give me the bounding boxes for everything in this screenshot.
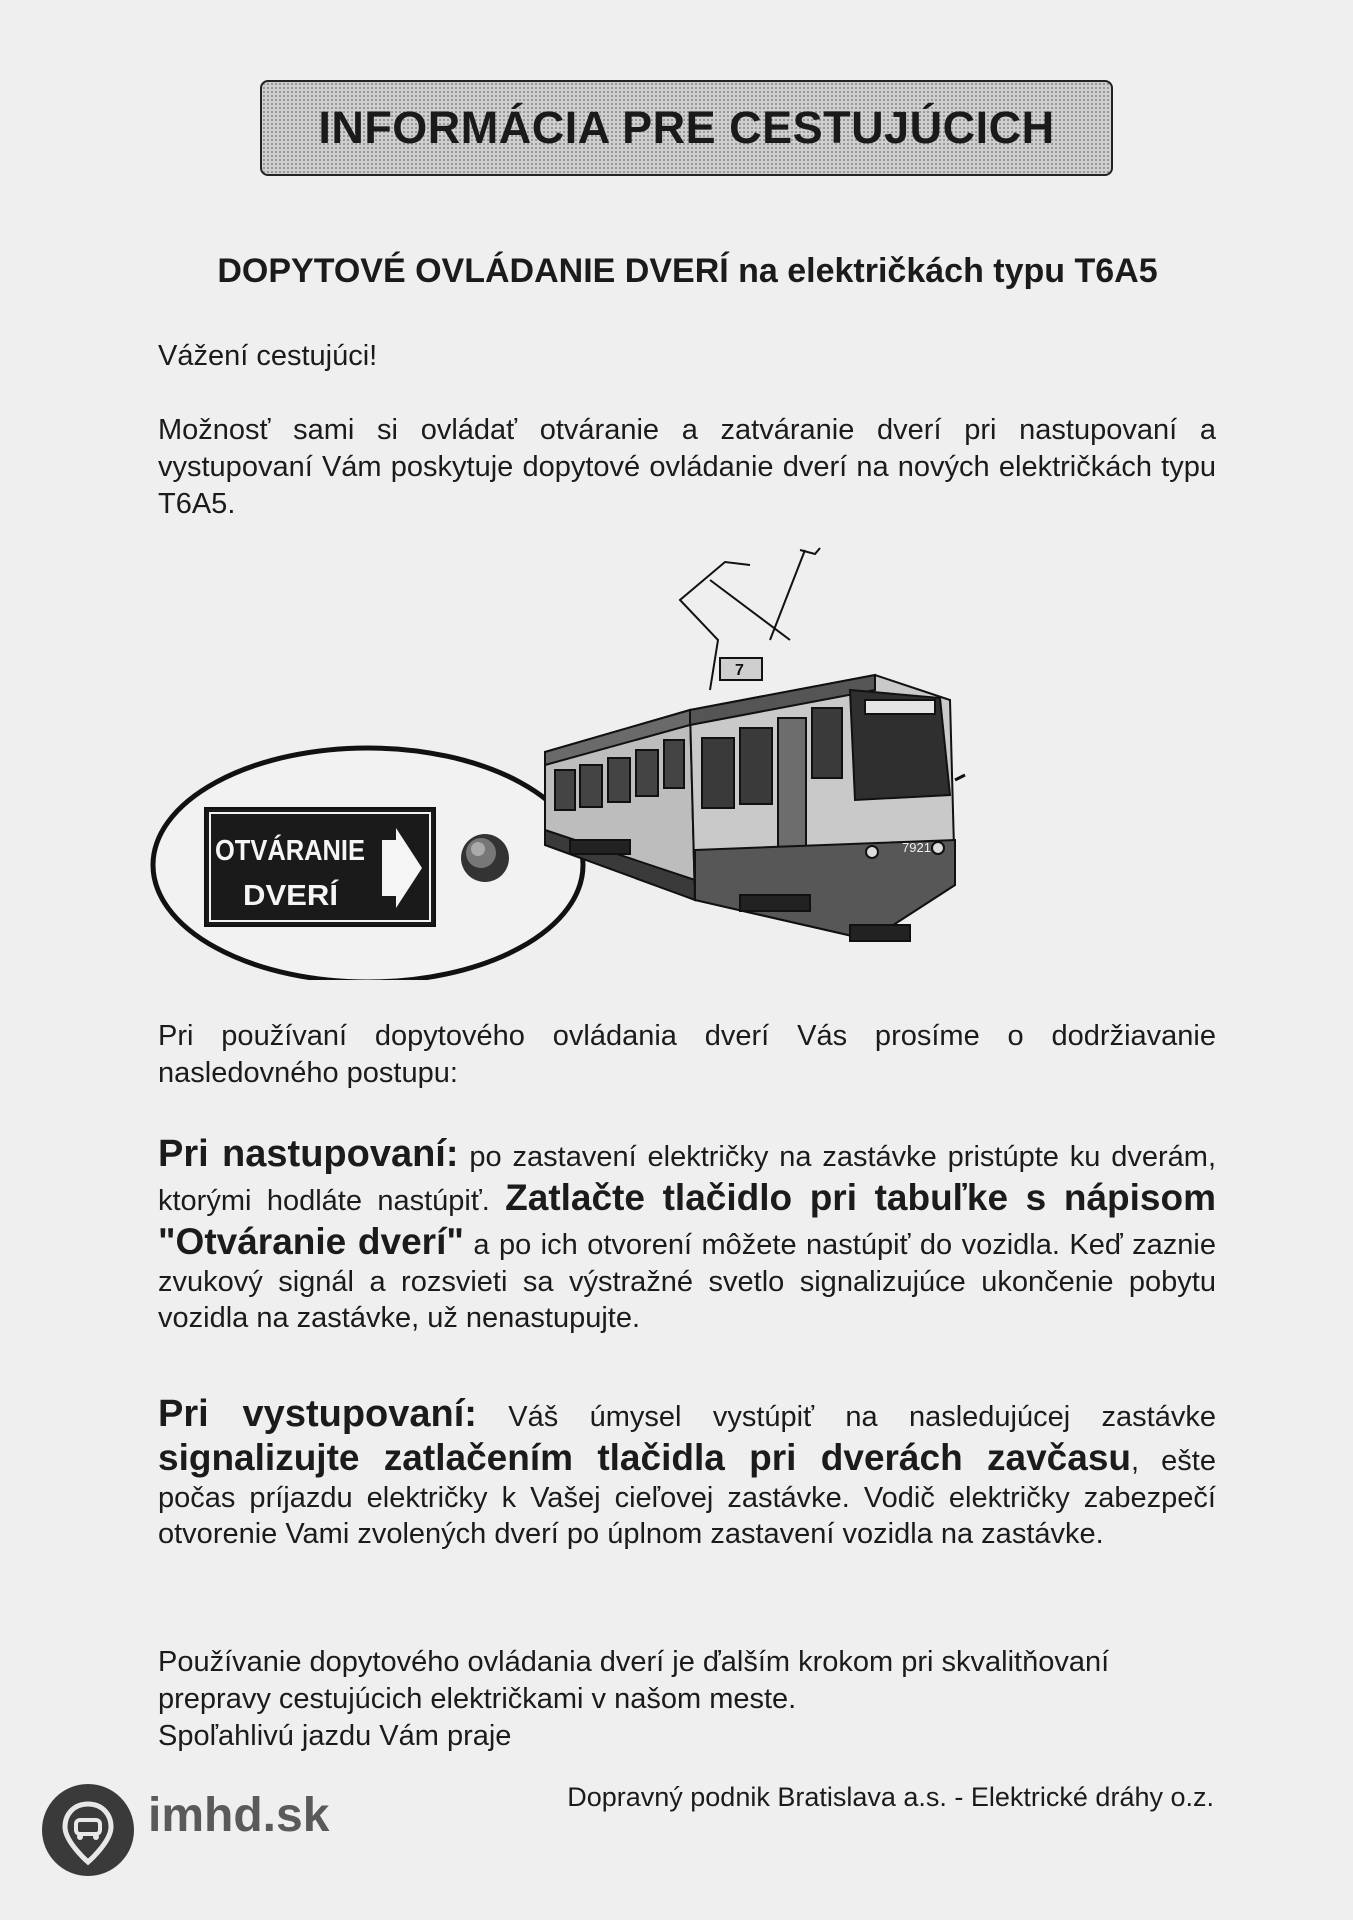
route-number: 7	[735, 662, 744, 679]
closing-line2: Spoľahlivú jazdu Vám praje	[158, 1720, 512, 1752]
sign-line2: DVERÍ	[243, 880, 332, 912]
procedure-intro-text: Pri používaní dopytového ovládania dverí Vás prosíme o dodržiavanie nasledovného postupu:	[158, 1020, 1216, 1089]
boarding-emphasis: Zatlačte tlačidlo pri tabuľke s nápisom "Otváranie dverí"	[158, 1177, 1216, 1262]
procedure-intro	[158, 1018, 1216, 1092]
boarding-heading: Pri nastupovaní:	[158, 1133, 459, 1175]
sign-line1: OTVÁRANIE	[215, 835, 386, 867]
watermark-text: imhd.sk	[148, 1789, 330, 1842]
map-pin-bus-icon	[38, 1782, 138, 1882]
tram-illustration	[150, 540, 1050, 980]
boarding-section	[158, 1132, 1216, 1336]
intro-paragraph	[158, 412, 1216, 523]
exiting-text2: , ešte počas príjazdu električky k Vašej cieľovej zastávke. Vodič električky zabezpečí otvorenie Vami zvolených dverí po úplnom zastavení vozidla na zastávke.	[158, 1445, 1216, 1550]
watermark	[38, 1782, 358, 1882]
exiting-section	[158, 1392, 1216, 1552]
greeting: Vážení cestujúci!	[158, 340, 378, 372]
boarding-text2: a po ich otvorení môžete nastúpiť do vozidla. Keď zaznie zvukový signál a rozsvieti sa výstražné svetlo signalizujúce ukončenie pobytu vozidla na zastávke, už nenastupujte.	[158, 1229, 1216, 1334]
intro-text: Možnosť sami si ovládať otváranie a zatváranie dverí pri nastupovaní a vystupovaní Vám poskytuje dopytové ovládanie dverí na nových električkách typu T6A5.	[158, 414, 1216, 520]
exiting-text1: Váš úmysel vystúpiť na nasledujúcej zastávke	[476, 1401, 1216, 1433]
header-banner	[260, 80, 1113, 176]
exiting-emphasis: signalizujte zatlačením tlačidla pri dverách zavčasu	[158, 1437, 1132, 1478]
tram-icon	[545, 548, 965, 941]
signature: Dopravný podnik Bratislava a.s. - Elektrické dráhy o.z.	[567, 1782, 1214, 1812]
closing-line1: Používanie dopytového ovládania dverí je ďalším krokom pri skvalitňovaní prepravy cestujúcich električkami v našom meste.	[158, 1646, 1110, 1715]
door-button-icon	[461, 834, 509, 882]
document-title: DOPYTOVÉ OVLÁDANIE DVERÍ na električkách typu T6A5	[217, 252, 1158, 290]
closing-paragraph	[158, 1644, 1216, 1755]
exiting-heading: Pri vystupovaní:	[158, 1393, 477, 1435]
boarding-text1: po zastavení električky na zastávke pristúpte ku dverám, ktorými hodláte nastúpiť.	[158, 1141, 1217, 1217]
header-title: INFORMÁCIA PRE CESTUJÚCICH	[318, 102, 1055, 153]
tram-number: 7921	[902, 840, 931, 855]
